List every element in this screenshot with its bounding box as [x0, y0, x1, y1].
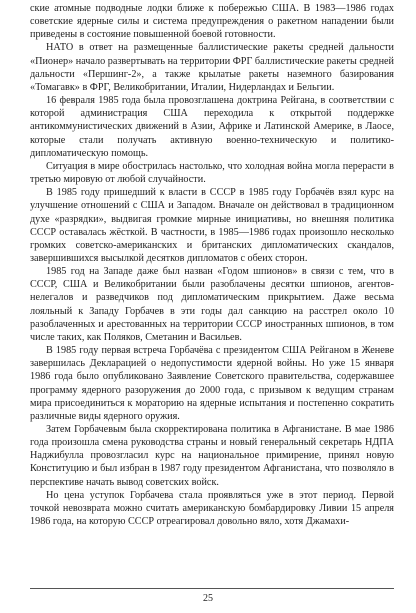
- paragraph-5: В 1985 году пришедший к власти в СССР в 1985 году Горбачёв взял курс на улучшение отношений с США и Западом. Вначале он действовал в традиционном духе «разрядки», выдвигая громкие мирные инициативы, но внешняя политика СССР оставалась жёсткой. В частности, в 1985—1986 годах произошло несколько громких советско-американских и британских дипломатических скандалов, завершившихся высылкой десятков дипломатов с обеих сторон.: [30, 187, 394, 264]
- paragraph-6: 1985 год на Западе даже был назван «Годом шпионов» в связи с тем, что в СССР, США и Великобритании были разоблачены десятки шпионов, агентов-нелегалов и разведчиков под дипломатическим прикрытием. Даже весьма лояльный к Западу Горбачев в эти годы дал санкцию на расстрел около 10 разоблаченных и арестованных на территории СССР иностранных шпионов, в том числе таких, как Поляков, Сметанин и Васильев.: [30, 266, 394, 343]
- paragraph-1: ские атомные подводные лодки ближе к побережью США. В 1983—1986 годах советские ядерные силы и система предупреждения о ракетном нападении были приведены в состояние повышенной боевой готовности.: [30, 3, 394, 41]
- paragraph-4: Ситуация в мире обострилась настолько, что холодная война могла перерасти в третью мировую от любой случайности.: [30, 160, 394, 186]
- paragraph-8: Затем Горбачевым была скорректирована политика в Афганистане. В мае 1986 года произошла смена руководства страны и новый генеральный секретарь НДПА Наджибулла провозгласил курс на национальное примирение, принял новую Конституцию и был избран в 1987 году президентом Афганистана, что позволяло в перспективе начать вывод советских войск.: [30, 424, 394, 488]
- body-text: [30, 2, 394, 528]
- page-number: 25: [203, 593, 213, 604]
- paragraph-9: Но цена уступок Горбачева стала проявляться уже в этот период. Первой точкой невозврата можно считать американскую бомбардировку Ливии 15 апреля 1986 года, на которую СССР отреагировал довольно вяло, хотя Джамахи-: [30, 489, 394, 528]
- paragraph-3: 16 февраля 1985 года была провозглашена доктрина Рейгана, в соответствии с которой администрация США переходила к открытой поддержке антикоммунистических движений в Азии, Африке и Латинской Америке, в Лаосе, которые стали получать активную военно-техническую и политико-дипломатическую помощь.: [30, 95, 394, 159]
- paragraph-7: В 1985 году первая встреча Горбачёва с президентом США Рейганом в Женеве завершилась Декларацией о недопустимости ядерной войны. Но уже 15 января 1986 года было опубликовано Заявление Советского правительства, содержавшее программу ядерного разоружения до 2000 года, с призывом к ведущим странам мира присоединиться к мораторию на ядерные испытания и постепенно сократить различные виды ядерного оружия.: [30, 345, 394, 422]
- paragraph-2: НАТО в ответ на размещенные баллистические ракеты средней дальности «Пионер» начало развертывать на территории ФРГ баллистические ракеты средней дальности «Першинг-2», а также крылатые ракеты наземного базирования «Томагавк» в ФРГ, Великобритании, Италии, Нидерландах и Бельгии.: [30, 42, 394, 93]
- footer-divider: [30, 588, 394, 589]
